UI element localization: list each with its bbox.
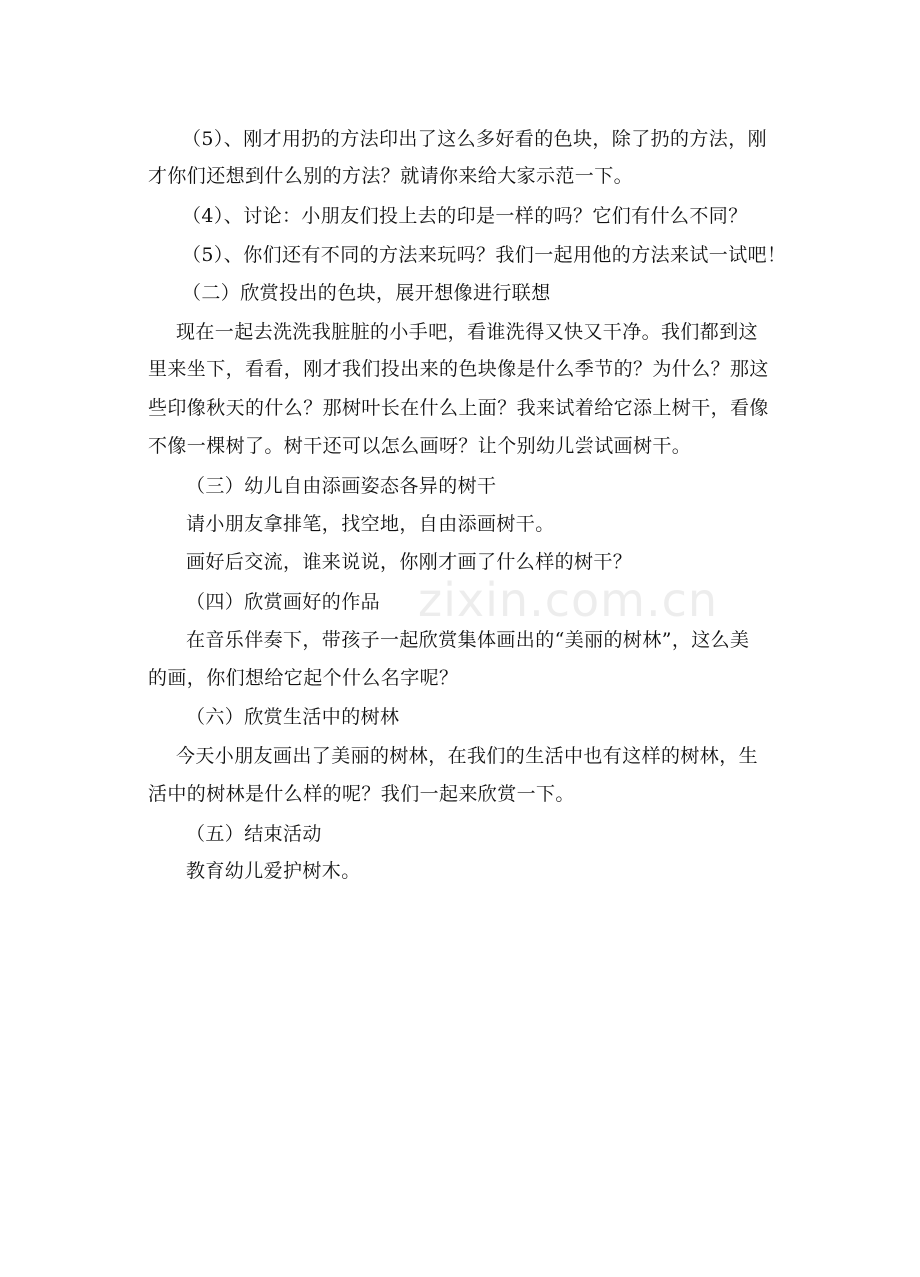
text-line: 才你们还想到什么别的方法？就请你来给大家示范一下。 (148, 165, 634, 187)
text-line: 里来坐下，看看，刚才我们投出来的色块像是什么季节的？为什么？那这 (148, 358, 769, 380)
text-line: 不像一棵树了。树干还可以怎么画呀？让个别幼儿尝试画树干。 (148, 435, 692, 457)
section-heading: （二）欣赏投出的色块，展开想像进行联想 (182, 282, 551, 304)
text-line: 请小朋友拿排笔，找空地，自由添画树干。 (186, 513, 555, 535)
text-line: 活中的树林是什么样的呢？我们一起来欣赏一下。 (148, 783, 575, 805)
text-line: 在音乐伴奏下，带孩子一起欣赏集体画出的“美丽的树林”，这么美 (186, 629, 750, 651)
section-heading: （五）结束活动 (186, 823, 322, 845)
text-line: 今天小朋友画出了美丽的树林，在我们的生活中也有这样的树林，生 (176, 745, 759, 767)
section-heading: （六）欣赏生活中的树林 (186, 706, 400, 728)
text-line: （5）、刚才用扔的方法印出了这么多好看的色块，除了扔的方法，刚 (182, 128, 767, 150)
text-line: 些印像秋天的什么？那树叶长在什么上面？我来试着给它添上树干，看像 (148, 397, 769, 419)
text-line: 画好后交流，谁来说说，你刚才画了什么样的树干？ (186, 551, 633, 573)
section-heading: （三）幼儿自由添画姿态各异的树干 (186, 475, 497, 497)
watermark: zixin.com.cn (418, 573, 719, 627)
text-line: （5）、你们还有不同的方法来玩吗？我们一起用他的方法来试一试吧！ (182, 244, 787, 266)
section-heading: （四）欣赏画好的作品 (186, 591, 381, 613)
text-line: 教育幼儿爱护树木。 (186, 860, 361, 882)
text-line: 现在一起去洗洗我脏脏的小手吧，看谁洗得又快又干净。我们都到这 (176, 321, 759, 343)
text-line: （4）、讨论：小朋友们投上去的印是一样的吗？它们有什么不同？ (182, 205, 748, 227)
text-line: 的画，你们想给它起个什么名字呢？ (148, 667, 459, 689)
